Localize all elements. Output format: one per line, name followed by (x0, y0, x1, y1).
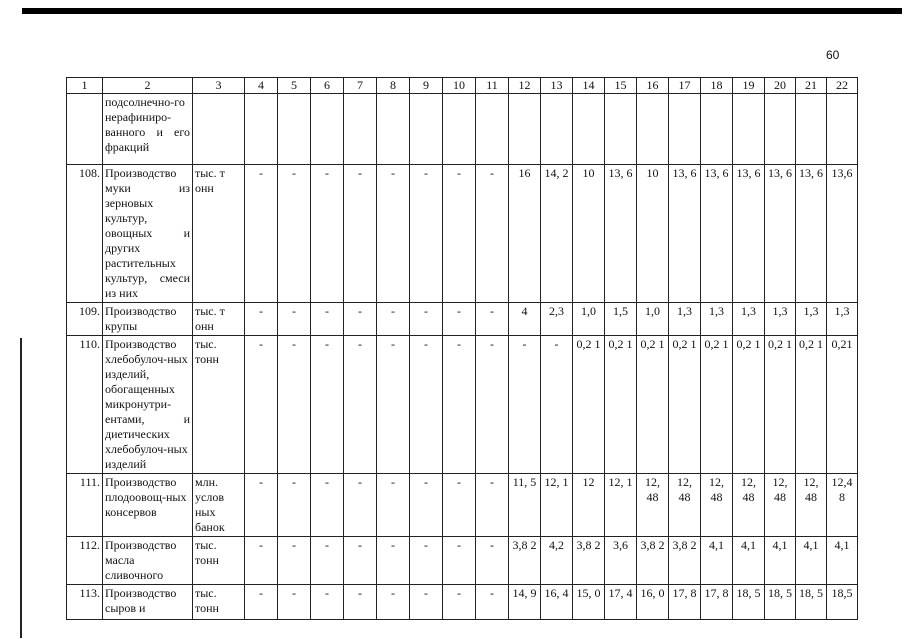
value-cell: 4,1 (827, 537, 858, 585)
row-number: 113. (67, 585, 103, 620)
value-cell (605, 94, 637, 165)
value-cell: 1,3 (701, 303, 733, 336)
value-cell: 12, 48 (765, 474, 796, 537)
value-cell: 17, 8 (701, 585, 733, 620)
value-cell: 18, 5 (796, 585, 827, 620)
value-cell: - (476, 336, 509, 474)
value-cell: 13, 6 (765, 165, 796, 303)
value-cell (669, 94, 701, 165)
value-cell: 16, 0 (637, 585, 669, 620)
value-cell: - (344, 303, 377, 336)
indicator-name: подсолнечно-го нерафиниро-ванного и его фракций (103, 94, 193, 165)
value-cell: - (278, 537, 311, 585)
value-cell: 12, 48 (796, 474, 827, 537)
unit-of-measure: тыс. т онн (193, 165, 245, 303)
value-cell: - (278, 585, 311, 620)
indicator-name: Производство хлебобулоч-ных изделий, обогащенных микронутри-ентами, и диетических хлебобулоч-ных изделий (103, 336, 193, 474)
column-number-header: 2 (103, 78, 193, 94)
value-cell: 13, 6 (605, 165, 637, 303)
value-cell: - (278, 336, 311, 474)
value-cell (701, 94, 733, 165)
value-cell: 12, 48 (669, 474, 701, 537)
value-cell (573, 94, 605, 165)
scan-left-edge-mark (20, 338, 22, 638)
value-cell: - (245, 303, 278, 336)
value-cell: 2,3 (541, 303, 573, 336)
value-cell: 11, 5 (509, 474, 541, 537)
value-cell: - (245, 537, 278, 585)
value-cell: 0,21 (827, 336, 858, 474)
value-cell: 3,8 2 (573, 537, 605, 585)
value-cell: 1,3 (796, 303, 827, 336)
row-number: 108. (67, 165, 103, 303)
value-cell: - (344, 585, 377, 620)
value-cell: - (377, 474, 410, 537)
indicator-name: Производство муки из зерновых культур, овощных и других растительных культур, смеси из них (103, 165, 193, 303)
value-cell: - (443, 336, 476, 474)
scan-top-border (22, 8, 902, 14)
value-cell: 4,1 (701, 537, 733, 585)
value-cell (796, 94, 827, 165)
value-cell: - (245, 585, 278, 620)
value-cell: 14, 2 (541, 165, 573, 303)
value-cell: - (377, 165, 410, 303)
row-number: 110. (67, 336, 103, 474)
value-cell: - (476, 585, 509, 620)
value-cell: - (311, 585, 344, 620)
indicator-name: Производство масла сливочного (103, 537, 193, 585)
column-number-header: 9 (410, 78, 443, 94)
unit-of-measure: тыс. тонн (193, 336, 245, 474)
value-cell: 13, 6 (669, 165, 701, 303)
value-cell: - (476, 474, 509, 537)
value-cell: 0,2 1 (733, 336, 765, 474)
value-cell (311, 94, 344, 165)
value-cell: - (278, 165, 311, 303)
value-cell: 0,2 1 (573, 336, 605, 474)
table-row (67, 94, 858, 165)
value-cell (443, 94, 476, 165)
value-cell: - (443, 474, 476, 537)
value-cell: 1,3 (733, 303, 765, 336)
value-cell: 12, 48 (637, 474, 669, 537)
column-number-header: 7 (344, 78, 377, 94)
value-cell: - (278, 303, 311, 336)
value-cell: 18,5 (827, 585, 858, 620)
value-cell: 1,0 (637, 303, 669, 336)
column-number-header: 4 (245, 78, 278, 94)
value-cell: - (410, 585, 443, 620)
column-number-header: 10 (443, 78, 476, 94)
value-cell: 12 (573, 474, 605, 537)
value-cell: 17, 8 (669, 585, 701, 620)
value-cell (278, 94, 311, 165)
value-cell: - (245, 474, 278, 537)
column-number-header: 20 (765, 78, 796, 94)
value-cell: - (476, 537, 509, 585)
value-cell: 3,8 2 (637, 537, 669, 585)
row-number (67, 94, 103, 165)
row-number: 111. (67, 474, 103, 537)
unit-of-measure: тыс. тонн (193, 537, 245, 585)
unit-of-measure: тыс. т онн (193, 303, 245, 336)
value-cell: - (410, 474, 443, 537)
value-cell: 13,6 (827, 165, 858, 303)
column-number-header-row (67, 78, 858, 94)
value-cell: - (344, 336, 377, 474)
value-cell: 10 (637, 165, 669, 303)
value-cell: - (344, 474, 377, 537)
value-cell: 12,4 8 (827, 474, 858, 537)
value-cell: - (509, 336, 541, 474)
value-cell: - (245, 165, 278, 303)
unit-of-measure (193, 94, 245, 165)
value-cell: 16, 4 (541, 585, 573, 620)
value-cell: 13, 6 (796, 165, 827, 303)
table-row (67, 336, 858, 474)
value-cell: - (377, 537, 410, 585)
column-number-header: 8 (377, 78, 410, 94)
value-cell: - (311, 303, 344, 336)
value-cell: 10 (573, 165, 605, 303)
value-cell: 1,3 (827, 303, 858, 336)
value-cell (733, 94, 765, 165)
value-cell: 4 (509, 303, 541, 336)
column-number-header: 6 (311, 78, 344, 94)
value-cell: 12, 1 (605, 474, 637, 537)
value-cell: - (344, 165, 377, 303)
column-number-header: 19 (733, 78, 765, 94)
value-cell: 4,1 (796, 537, 827, 585)
value-cell (637, 94, 669, 165)
value-cell (410, 94, 443, 165)
value-cell: 1,3 (669, 303, 701, 336)
value-cell: - (410, 165, 443, 303)
value-cell: - (476, 303, 509, 336)
value-cell: - (377, 303, 410, 336)
value-cell (765, 94, 796, 165)
value-cell: - (377, 585, 410, 620)
value-cell: 4,2 (541, 537, 573, 585)
value-cell: - (311, 336, 344, 474)
indicator-name: Производство сыров и (103, 585, 193, 620)
value-cell: - (311, 537, 344, 585)
indicator-name: Производство плодоовощ-ных консервов (103, 474, 193, 537)
value-cell: 18, 5 (733, 585, 765, 620)
column-number-header: 22 (827, 78, 858, 94)
column-number-header: 14 (573, 78, 605, 94)
table-row (67, 165, 858, 303)
value-cell: 17, 4 (605, 585, 637, 620)
column-number-header: 17 (669, 78, 701, 94)
value-cell: - (541, 336, 573, 474)
value-cell: 14, 9 (509, 585, 541, 620)
value-cell: - (410, 537, 443, 585)
value-cell: - (476, 165, 509, 303)
value-cell: - (245, 336, 278, 474)
value-cell (476, 94, 509, 165)
value-cell: 16 (509, 165, 541, 303)
column-number-header: 1 (67, 78, 103, 94)
column-number-header: 3 (193, 78, 245, 94)
value-cell: 3,6 (605, 537, 637, 585)
column-number-header: 5 (278, 78, 311, 94)
production-table (66, 77, 858, 620)
value-cell: 4,1 (733, 537, 765, 585)
table-row (67, 474, 858, 537)
table-row (67, 303, 858, 336)
row-number: 112. (67, 537, 103, 585)
column-number-header: 16 (637, 78, 669, 94)
column-number-header: 11 (476, 78, 509, 94)
value-cell: 3,8 2 (669, 537, 701, 585)
value-cell: - (410, 336, 443, 474)
column-number-header: 18 (701, 78, 733, 94)
unit-of-measure: тыс. тонн (193, 585, 245, 620)
value-cell (245, 94, 278, 165)
value-cell: 13, 6 (701, 165, 733, 303)
page-number: 60 (826, 48, 840, 62)
value-cell: - (443, 585, 476, 620)
column-number-header: 12 (509, 78, 541, 94)
value-cell (377, 94, 410, 165)
value-cell: 4,1 (765, 537, 796, 585)
column-number-header: 21 (796, 78, 827, 94)
unit-of-measure: млн. услов ных банок (193, 474, 245, 537)
value-cell: - (443, 537, 476, 585)
value-cell: 13, 6 (733, 165, 765, 303)
value-cell: 12, 48 (701, 474, 733, 537)
value-cell: - (443, 303, 476, 336)
value-cell (344, 94, 377, 165)
value-cell: - (278, 474, 311, 537)
value-cell (827, 94, 858, 165)
value-cell (509, 94, 541, 165)
value-cell: - (311, 165, 344, 303)
table-row (67, 537, 858, 585)
value-cell: 0,2 1 (637, 336, 669, 474)
value-cell: 0,2 1 (701, 336, 733, 474)
value-cell: - (410, 303, 443, 336)
column-number-header: 15 (605, 78, 637, 94)
value-cell: 0,2 1 (796, 336, 827, 474)
value-cell (541, 94, 573, 165)
value-cell: 1,3 (765, 303, 796, 336)
value-cell: 12, 48 (733, 474, 765, 537)
column-number-header: 13 (541, 78, 573, 94)
table-row (67, 585, 858, 620)
value-cell: 12, 1 (541, 474, 573, 537)
value-cell: - (311, 474, 344, 537)
value-cell: - (443, 165, 476, 303)
row-number: 109. (67, 303, 103, 336)
value-cell: - (377, 336, 410, 474)
value-cell: 1,5 (605, 303, 637, 336)
value-cell: - (344, 537, 377, 585)
value-cell: 3,8 2 (509, 537, 541, 585)
value-cell: 18, 5 (765, 585, 796, 620)
value-cell: 0,2 1 (669, 336, 701, 474)
value-cell: 0,2 1 (765, 336, 796, 474)
value-cell: 0,2 1 (605, 336, 637, 474)
indicator-name: Производство крупы (103, 303, 193, 336)
value-cell: 1,0 (573, 303, 605, 336)
value-cell: 15, 0 (573, 585, 605, 620)
